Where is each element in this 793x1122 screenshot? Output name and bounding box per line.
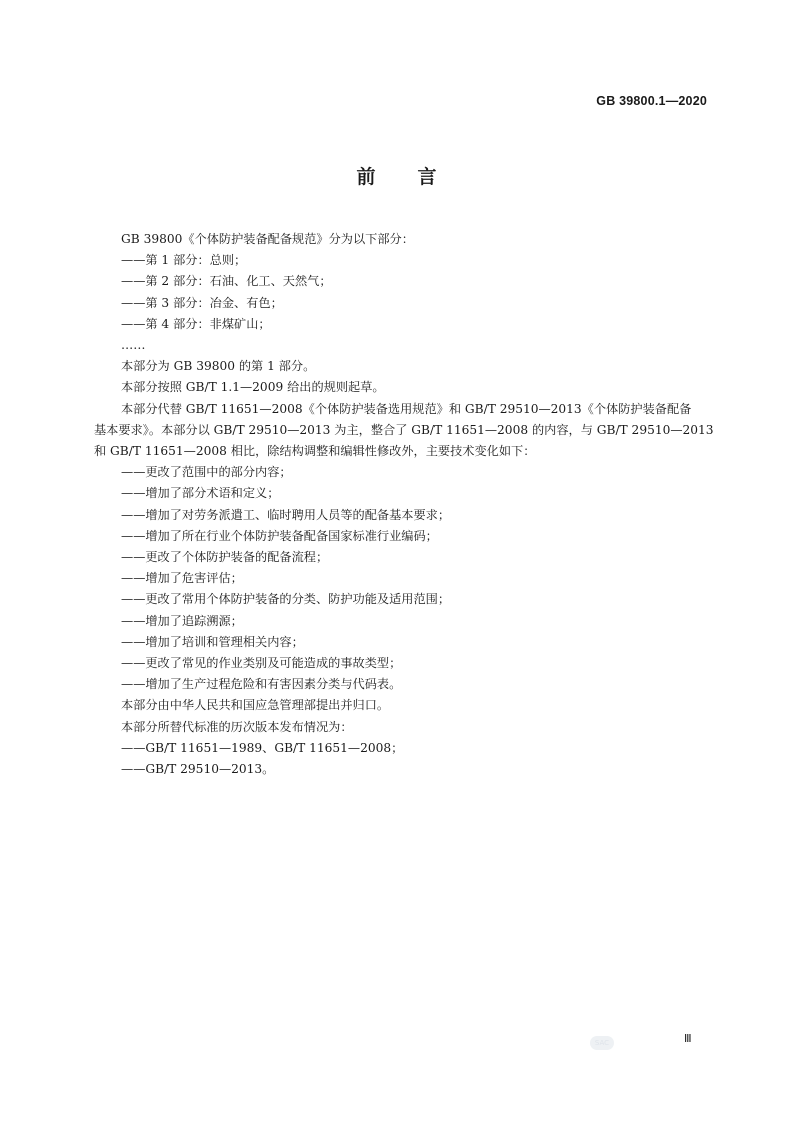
page-title: [0, 162, 793, 189]
list-item: ——增加了生产过程危险和有害因素分类与代码表。: [121, 677, 402, 692]
ellipsis: ……: [121, 338, 146, 353]
paragraph-continuation: 和 GB/T 11651—2008 相比，除结构调整和编辑性修改外，主要技术变化如下：: [94, 444, 536, 459]
list-item: ——更改了常见的作业类别及可能造成的事故类型；: [121, 656, 402, 671]
list-item: ——第 1 部分：总则；: [121, 253, 247, 268]
paragraph: 本部分由中华人民共和国应急管理部提出并归口。: [121, 698, 390, 713]
list-item: ——更改了范围中的部分内容；: [121, 465, 292, 480]
paragraph: 本部分所替代标准的历次版本发布情况为：: [121, 719, 353, 734]
list-item: ——GB/T 29510—2013。: [121, 762, 275, 777]
list-item: ——更改了常用个体防护装备的分类、防护功能及适用范围；: [121, 592, 451, 607]
title-char-2: 言: [417, 166, 437, 188]
sac-watermark-logo: SAC: [590, 1036, 614, 1050]
page-number: Ⅲ: [684, 1032, 692, 1045]
list-item: ——增加了培训和管理相关内容；: [121, 634, 304, 649]
paragraph: 本部分为 GB 39800 的第 1 部分。: [121, 359, 316, 374]
list-item: ——增加了追踪溯源；: [121, 613, 243, 628]
list-item: ——第 3 部分：冶金、有色；: [121, 295, 283, 310]
title-char-1: 前: [356, 166, 376, 188]
paragraph-continuation: 基本要求》。本部分以 GB/T 29510—2013 为主，整合了 GB/T 11651—2008 的内容，与 GB/T 29510—2013: [94, 422, 714, 437]
list-item: ——更改了个体防护装备的配备流程；: [121, 550, 329, 565]
standard-code: GB 39800.1—2020: [596, 94, 707, 108]
list-item: ——增加了部分术语和定义；: [121, 486, 280, 501]
foreword-body: [94, 229, 714, 780]
paragraph: 本部分按照 GB/T 1.1—2009 给出的规则起草。: [121, 380, 385, 395]
paragraph: GB 39800《个体防护装备配备规范》分为以下部分：: [121, 232, 414, 246]
list-item: ——第 2 部分：石油、化工、天然气；: [121, 274, 332, 289]
list-item: ——第 4 部分：非煤矿山；: [121, 316, 271, 331]
paragraph: 本部分代替 GB/T 11651—2008《个体防护装备选用规范》和 GB/T 29510—2013《个体防护装备配备: [121, 401, 692, 416]
list-item: ——增加了对劳务派遣工、临时聘用人员等的配备基本要求；: [121, 507, 451, 522]
list-item: ——增加了危害评估；: [121, 571, 243, 586]
list-item: ——增加了所在行业个体防护装备配备国家标准行业编码；: [121, 528, 438, 543]
list-item: ——GB/T 11651—1989、GB/T 11651—2008；: [121, 740, 404, 755]
